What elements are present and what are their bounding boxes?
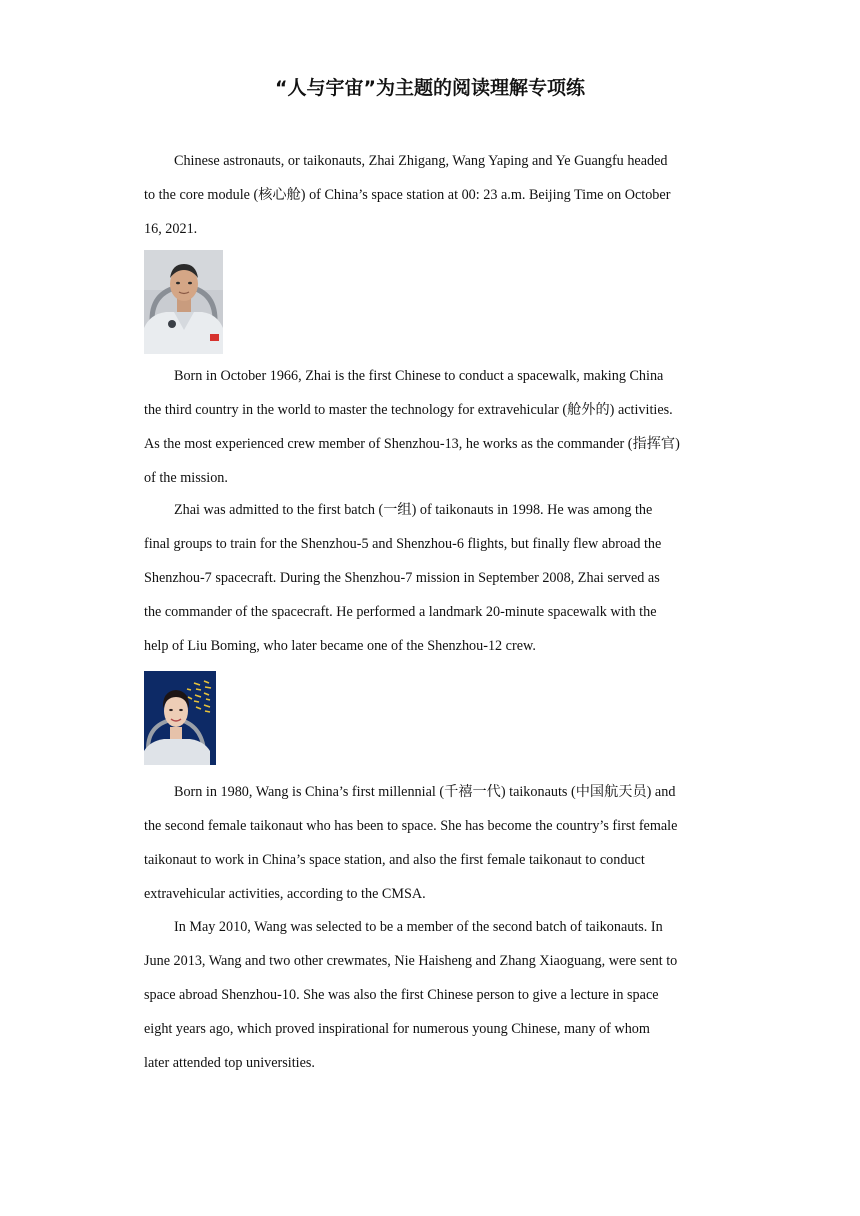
page-title: “人与宇宙”为主题的阅读理解专项练 <box>275 77 585 99</box>
astronaut-portrait-icon <box>144 671 216 765</box>
text-line: the commander of the spacecraft. He performed a landmark 20-minute spacewalk with the <box>144 604 657 620</box>
text-line: space abroad Shenzhou-10. She was also the first Chinese person to give a lecture in space <box>144 987 659 1003</box>
text-line: to the core module (核心舱) of China’s space station at 00: 23 a.m. Beijing Time on October <box>144 187 671 203</box>
text-line: the third country in the world to master the technology for extravehicular (舱外的) activities. <box>144 402 673 418</box>
text-line: As the most experienced crew member of Shenzhou-13, he works as the commander (指挥官) <box>144 436 680 452</box>
wang-yaping-photo <box>144 671 216 765</box>
text-line: 16, 2021. <box>144 221 198 237</box>
text-line: Born in 1980, Wang is China’s first millennial (千禧一代) taikonauts (中国航天员) and <box>174 784 676 800</box>
text-line: Shenzhou-7 spacecraft. During the Shenzhou-7 mission in September 2008, Zhai served as <box>144 570 660 586</box>
zhai-zhigang-photo <box>144 250 223 354</box>
text-line: taikonaut to work in China’s space station, and also the first female taikonaut to conduct <box>144 852 645 868</box>
text-line: of the mission. <box>144 470 228 486</box>
astronaut-portrait-icon <box>144 250 223 354</box>
text-line: June 2013, Wang and two other crewmates, Nie Haisheng and Zhang Xiaoguang, were sent to <box>144 953 678 969</box>
text-line: Chinese astronauts, or taikonauts, Zhai Zhigang, Wang Yaping and Ye Guangfu headed <box>174 153 668 169</box>
text-line: Born in October 1966, Zhai is the first Chinese to conduct a spacewalk, making China <box>174 368 664 384</box>
text-line: help of Liu Boming, who later became one of the Shenzhou-12 crew. <box>144 638 536 654</box>
text-line: later attended top universities. <box>144 1055 315 1071</box>
text-line: eight years ago, which proved inspirational for numerous young Chinese, many of whom <box>144 1021 650 1037</box>
text-line: extravehicular activities, according to the CMSA. <box>144 886 426 902</box>
text-line: In May 2010, Wang was selected to be a member of the second batch of taikonauts. In <box>174 919 663 935</box>
text-line: the second female taikonaut who has been to space. She has become the country’s first female <box>144 818 678 834</box>
text-line: final groups to train for the Shenzhou-5 and Shenzhou-6 flights, but finally flew abroad the <box>144 536 662 552</box>
text-line: Zhai was admitted to the first batch (一组) of taikonauts in 1998. He was among the <box>174 502 653 518</box>
